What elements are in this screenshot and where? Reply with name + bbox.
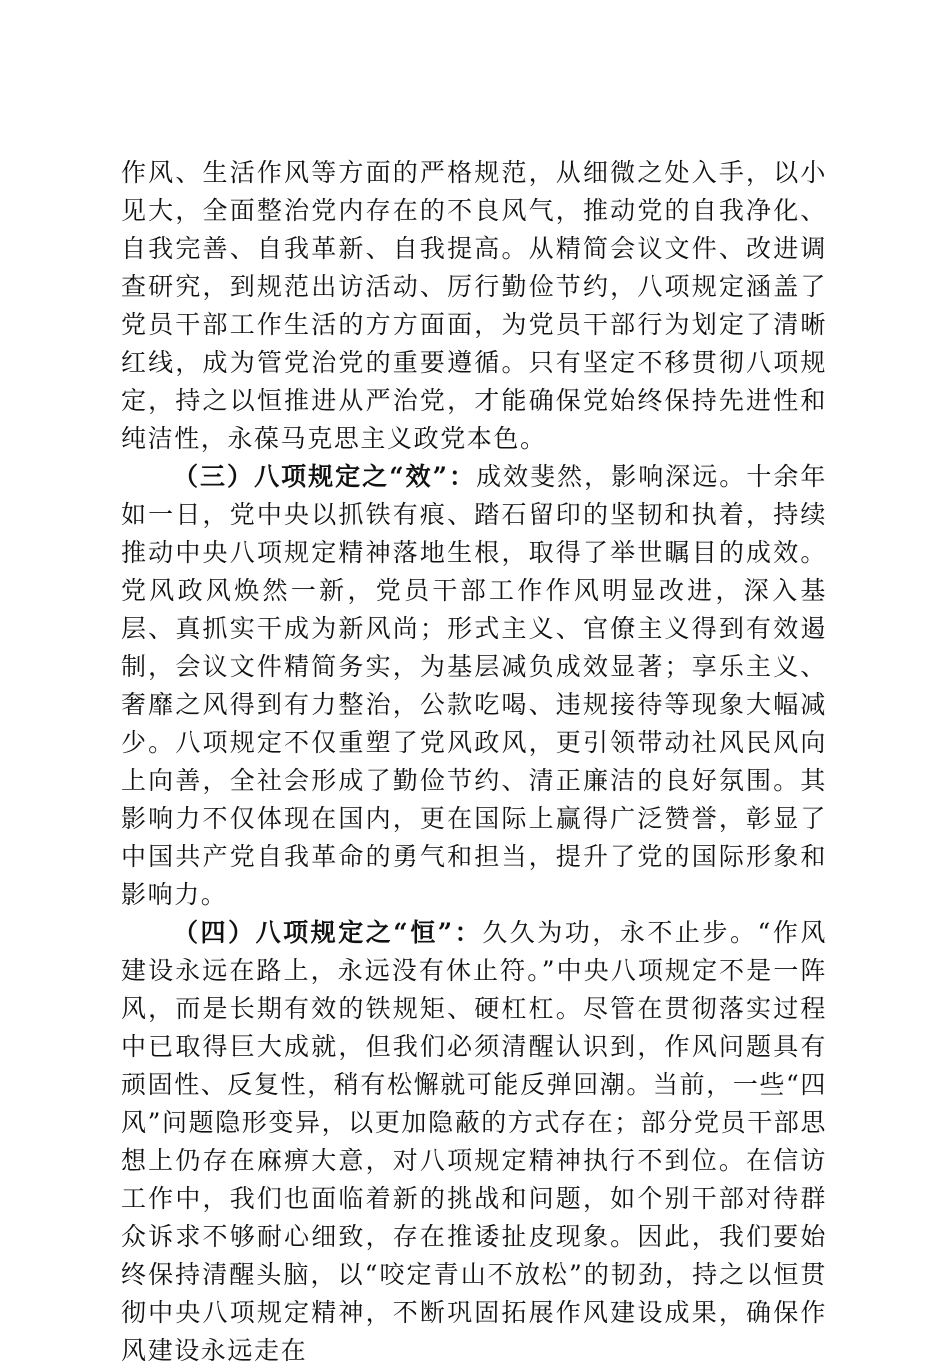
section-3-heading: （三）八项规定之“效”：: [173, 462, 477, 491]
document-page: [121, 154, 827, 1370]
paragraph-section-4: [121, 914, 827, 1370]
paragraph-continuation: [121, 154, 827, 458]
paragraph-2-text: 成效斐然，影响深远。十余年如一日，党中央以抓铁有痕、踏石留印的坚韧和执着，持续推动中央八项规定精神落地生根，取得了举世瞩目的成效。党风政风焕然一新，党员干部工作作风明显改进，深入基层、真抓实干成为新风尚；形式主义、官僚主义得到有效遏制，会议文件精简务实，为基层减负成效显著；享乐主义、奢靡之风得到有力整治，公款吃喝、违规接待等现象大幅减少。八项规定不仅重塑了党风政风，更引领带动社风民风向上向善，全社会形成了勤俭节约、清正廉洁的良好氛围。其影响力不仅体现在国内，更在国际上赢得广泛赞誉，彰显了中国共产党自我革命的勇气和担当，提升了党的国际形象和影响力。: [121, 462, 827, 909]
paragraph-section-3: [121, 458, 827, 914]
section-4-heading: （四）八项规定之“恒”：: [173, 918, 483, 947]
paragraph-3-text: 久久为功，永不止步。“作风建设永远在路上，永远没有休止符。”中央八项规定不是一阵风，而是长期有效的铁规矩、硬杠杠。尽管在贯彻落实过程中已取得巨大成就，但我们必须清醒认识到，作风问题具有顽固性、反复性，稍有松懈就可能反弹回潮。当前，一些“四风”问题隐形变异，以更加隐蔽的方式存在；部分党员干部思想上仍存在麻痹大意，对八项规定精神执行不到位。在信访工作中，我们也面临着新的挑战和问题，如个别干部对待群众诉求不够耐心细致，存在推诿扯皮现象。因此，我们要始终保持清醒头脑，以“咬定青山不放松”的韧劲，持之以恒贯彻中央八项规定精神，不断巩固拓展作风建设成果，确保作风建设永远走在: [121, 918, 827, 1365]
paragraph-1-text: 作风、生活作风等方面的严格规范，从细微之处入手，以小见大，全面整治党内存在的不良风气，推动党的自我净化、自我完善、自我革新、自我提高。从精简会议文件、改进调查研究，到规范出访活动、厉行勤俭节约，八项规定涵盖了党员干部工作生活的方方面面，为党员干部行为划定了清晰红线，成为管党治党的重要遵循。只有坚定不移贯彻八项规定，持之以恒推进从严治党，才能确保党始终保持先进性和纯洁性，永葆马克思主义政党本色。: [121, 158, 827, 453]
